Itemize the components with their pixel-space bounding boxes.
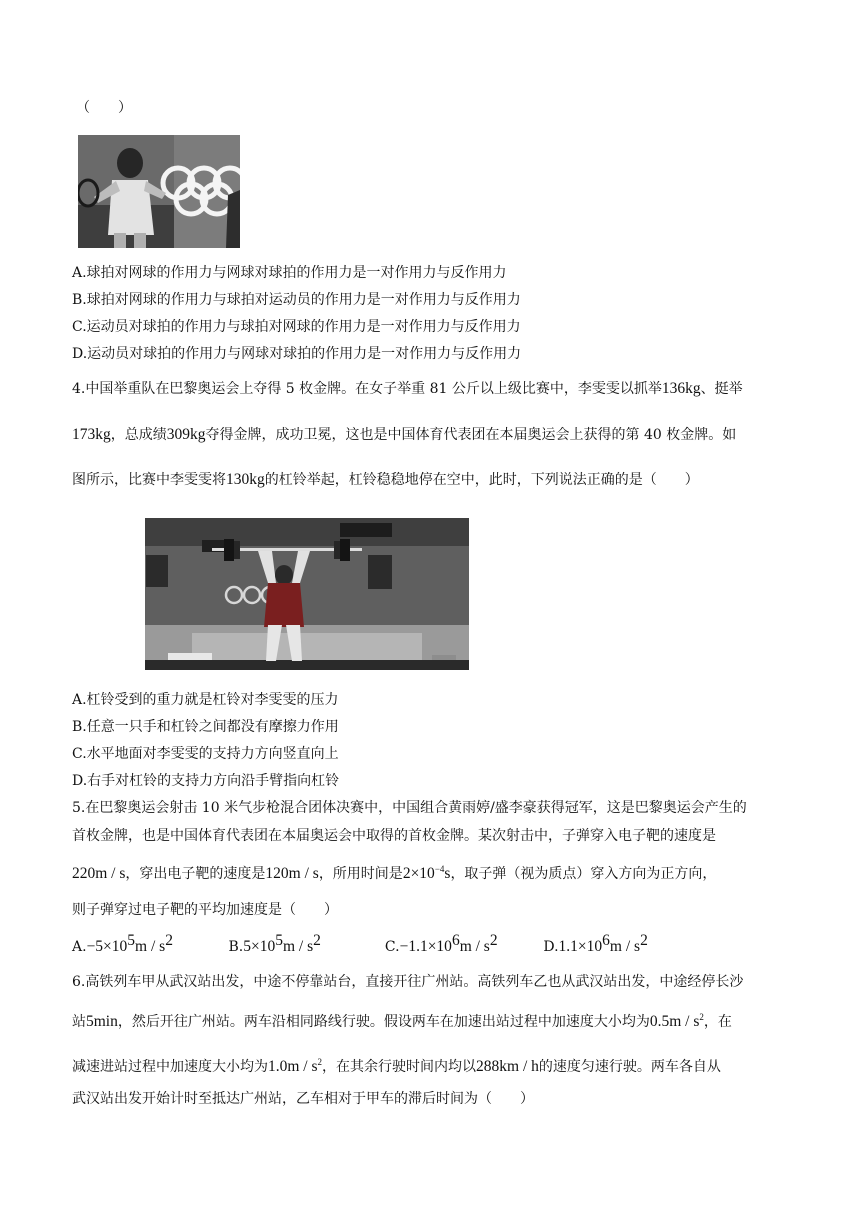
q5-line-3: [72, 864, 716, 884]
weightlifting-photo: [72, 515, 475, 675]
q5-option-unit: m / s: [459, 938, 490, 955]
q4-option-d: D.右手对杠铃的支持力方向沿手臂指向杠铃: [72, 773, 340, 789]
q4-option-b: B.任意一只手和杠铃之间都没有摩擦力作用: [72, 719, 339, 735]
q5-exit-speed: 120m / s: [265, 865, 319, 882]
q6-text: ，在: [703, 1014, 732, 1030]
q6-accel-out-exp: 2: [699, 1012, 704, 1022]
q5-option-exp: 6: [602, 932, 610, 949]
q5-text: ，穿出电子靶的速度是: [125, 866, 266, 882]
q6-text: 的速度匀速行驶。两车各自从: [538, 1059, 721, 1075]
tennis-photo: [78, 135, 240, 248]
q5-option-exp: 5: [275, 932, 283, 949]
q5-line-2: 首枚金牌，也是中国体育代表团在本届奥运会中取得的首枚金牌。某次射击中，子弹穿入电子靶的速度是: [72, 828, 716, 844]
q5-option-base: 5×10: [243, 938, 276, 955]
q6-line-1: 6.高铁列车甲从武汉站出发，中途不停靠站台，直接开往广州站。高铁列车乙也从武汉站出发，中途经停长沙: [72, 974, 744, 990]
q5-line-1: 5.在巴黎奥运会射击 10 米气步枪混合团体决赛中，中国组合黄雨婷/盛李豪获得冠军，这是巴黎奥运会产生的: [72, 800, 747, 816]
q6-text: ，在其余行驶时间内均以: [322, 1059, 477, 1075]
q4-text: 图所示，比赛中李雯雯将: [72, 472, 226, 488]
q5-text: ，取子弹（视为质点）穿入方向为正方向，: [450, 866, 717, 882]
q6-accel-in-exp: 2: [317, 1057, 323, 1067]
q3-option-c: C.运动员对球拍的作用力与球拍对网球的作用力是一对作用力与反作用力: [72, 319, 521, 335]
q5-option-b: [228, 932, 380, 957]
q6-text: 减速进站过程中加速度大小均为: [72, 1059, 268, 1075]
q6-line-3: [72, 1057, 721, 1077]
q4-text: 4.中国举重队在巴黎奥运会上夺得 5 枚金牌。在女子举重 81 公斤以上级比赛中，李雯雯以抓举: [72, 381, 662, 397]
q6-line-2: [72, 1012, 732, 1032]
tennis-photo-image: [78, 135, 240, 248]
q5-option-prefix: C.: [384, 939, 400, 955]
q3-option-a: A.球拍对网球的作用力与网球对球拍的作用力是一对作用力与反作用力: [72, 265, 507, 281]
q5-option-unit-exp: 2: [640, 932, 648, 949]
q5-option-prefix: B.: [228, 939, 244, 955]
q5-option-exp: 6: [451, 932, 460, 949]
q4-text: ，总成绩: [110, 427, 167, 443]
q5-option-a: [72, 932, 224, 957]
q6-stop-duration: 5min: [86, 1013, 118, 1030]
q5-text: ，所用时间是: [318, 866, 403, 882]
q6-accel-out: [650, 1013, 704, 1030]
weightlifting-photo-image: [72, 515, 475, 675]
q4-text: 的杠铃举起，杠铃稳稳地停在空中，此时，下列说法正确的是（ ）: [264, 472, 699, 488]
q5-option-prefix: D.: [543, 939, 559, 955]
q5-option-base: −1.1×10: [399, 938, 452, 955]
q4-line-1: [72, 379, 743, 399]
q3-answer-bracket: （ ）: [76, 100, 132, 116]
q4-text: 夺得金牌，成功卫冕，这也是中国体育代表团在本届奥运会上获得的第 40 枚金牌。如: [205, 427, 737, 443]
q3-option-d: D.运动员对球拍的作用力与网球对球拍的作用力是一对作用力与反作用力: [72, 346, 522, 362]
q5-option-prefix: A.: [72, 939, 87, 955]
q5-time-unit: s: [444, 865, 451, 882]
q6-text: ，然后开往广州站。两车沿相同路线行驶。假设两车在加速出站过程中加速度大小均为: [117, 1014, 650, 1030]
q6-accel-in: [268, 1058, 322, 1075]
q5-options-row: [72, 932, 648, 957]
q5-option-base: 1.1×10: [558, 938, 603, 955]
q6-accel-out-value: 0.5m / s: [649, 1013, 700, 1030]
q4-snatch-weight: 136kg: [661, 380, 701, 397]
q4-option-a: A.杠铃受到的重力就是杠铃对李雯雯的压力: [72, 692, 339, 708]
q4-text: 、挺举: [700, 381, 743, 397]
q5-option-unit: m / s: [609, 938, 641, 955]
q5-option-unit: m / s: [282, 938, 314, 955]
q4-line-2: [72, 425, 736, 445]
q4-clean-jerk-weight: 173kg: [72, 426, 111, 443]
q5-option-unit: m / s: [135, 938, 166, 955]
q5-option-unit-exp: 2: [489, 932, 498, 949]
q6-line-4: 武汉站出发开始计时至抵达广州站，乙车相对于甲车的滞后时间为（ ）: [72, 1091, 534, 1107]
q6-accel-in-value: 1.0m / s: [268, 1058, 318, 1075]
q5-option-c: [384, 932, 539, 957]
q5-time-exponent: −4: [434, 864, 445, 874]
q5-option-base: −5×10: [86, 938, 128, 955]
q5-option-unit-exp: 2: [165, 932, 173, 949]
q6-cruise-speed: 288km / h: [476, 1058, 539, 1075]
q5-option-d: [543, 932, 648, 957]
q4-barbell-weight: 130kg: [226, 471, 265, 488]
q4-option-c: C.水平地面对李雯雯的支持力方向竖直向上: [72, 746, 339, 762]
q5-time: [403, 865, 451, 882]
q5-entry-speed: 220m / s: [72, 865, 126, 882]
q6-text: 站: [72, 1014, 86, 1030]
q4-total-weight: 309kg: [166, 426, 206, 443]
q5-line-4: 则子弹穿过电子靶的平均加速度是（ ）: [72, 902, 338, 918]
q4-line-3: [72, 470, 699, 490]
q5-time-base: 2×10: [402, 865, 435, 882]
q5-option-unit-exp: 2: [313, 932, 321, 949]
q5-option-exp: 5: [127, 932, 136, 949]
q3-option-b: B.球拍对网球的作用力与球拍对运动员的作用力是一对作用力与反作用力: [72, 292, 521, 308]
